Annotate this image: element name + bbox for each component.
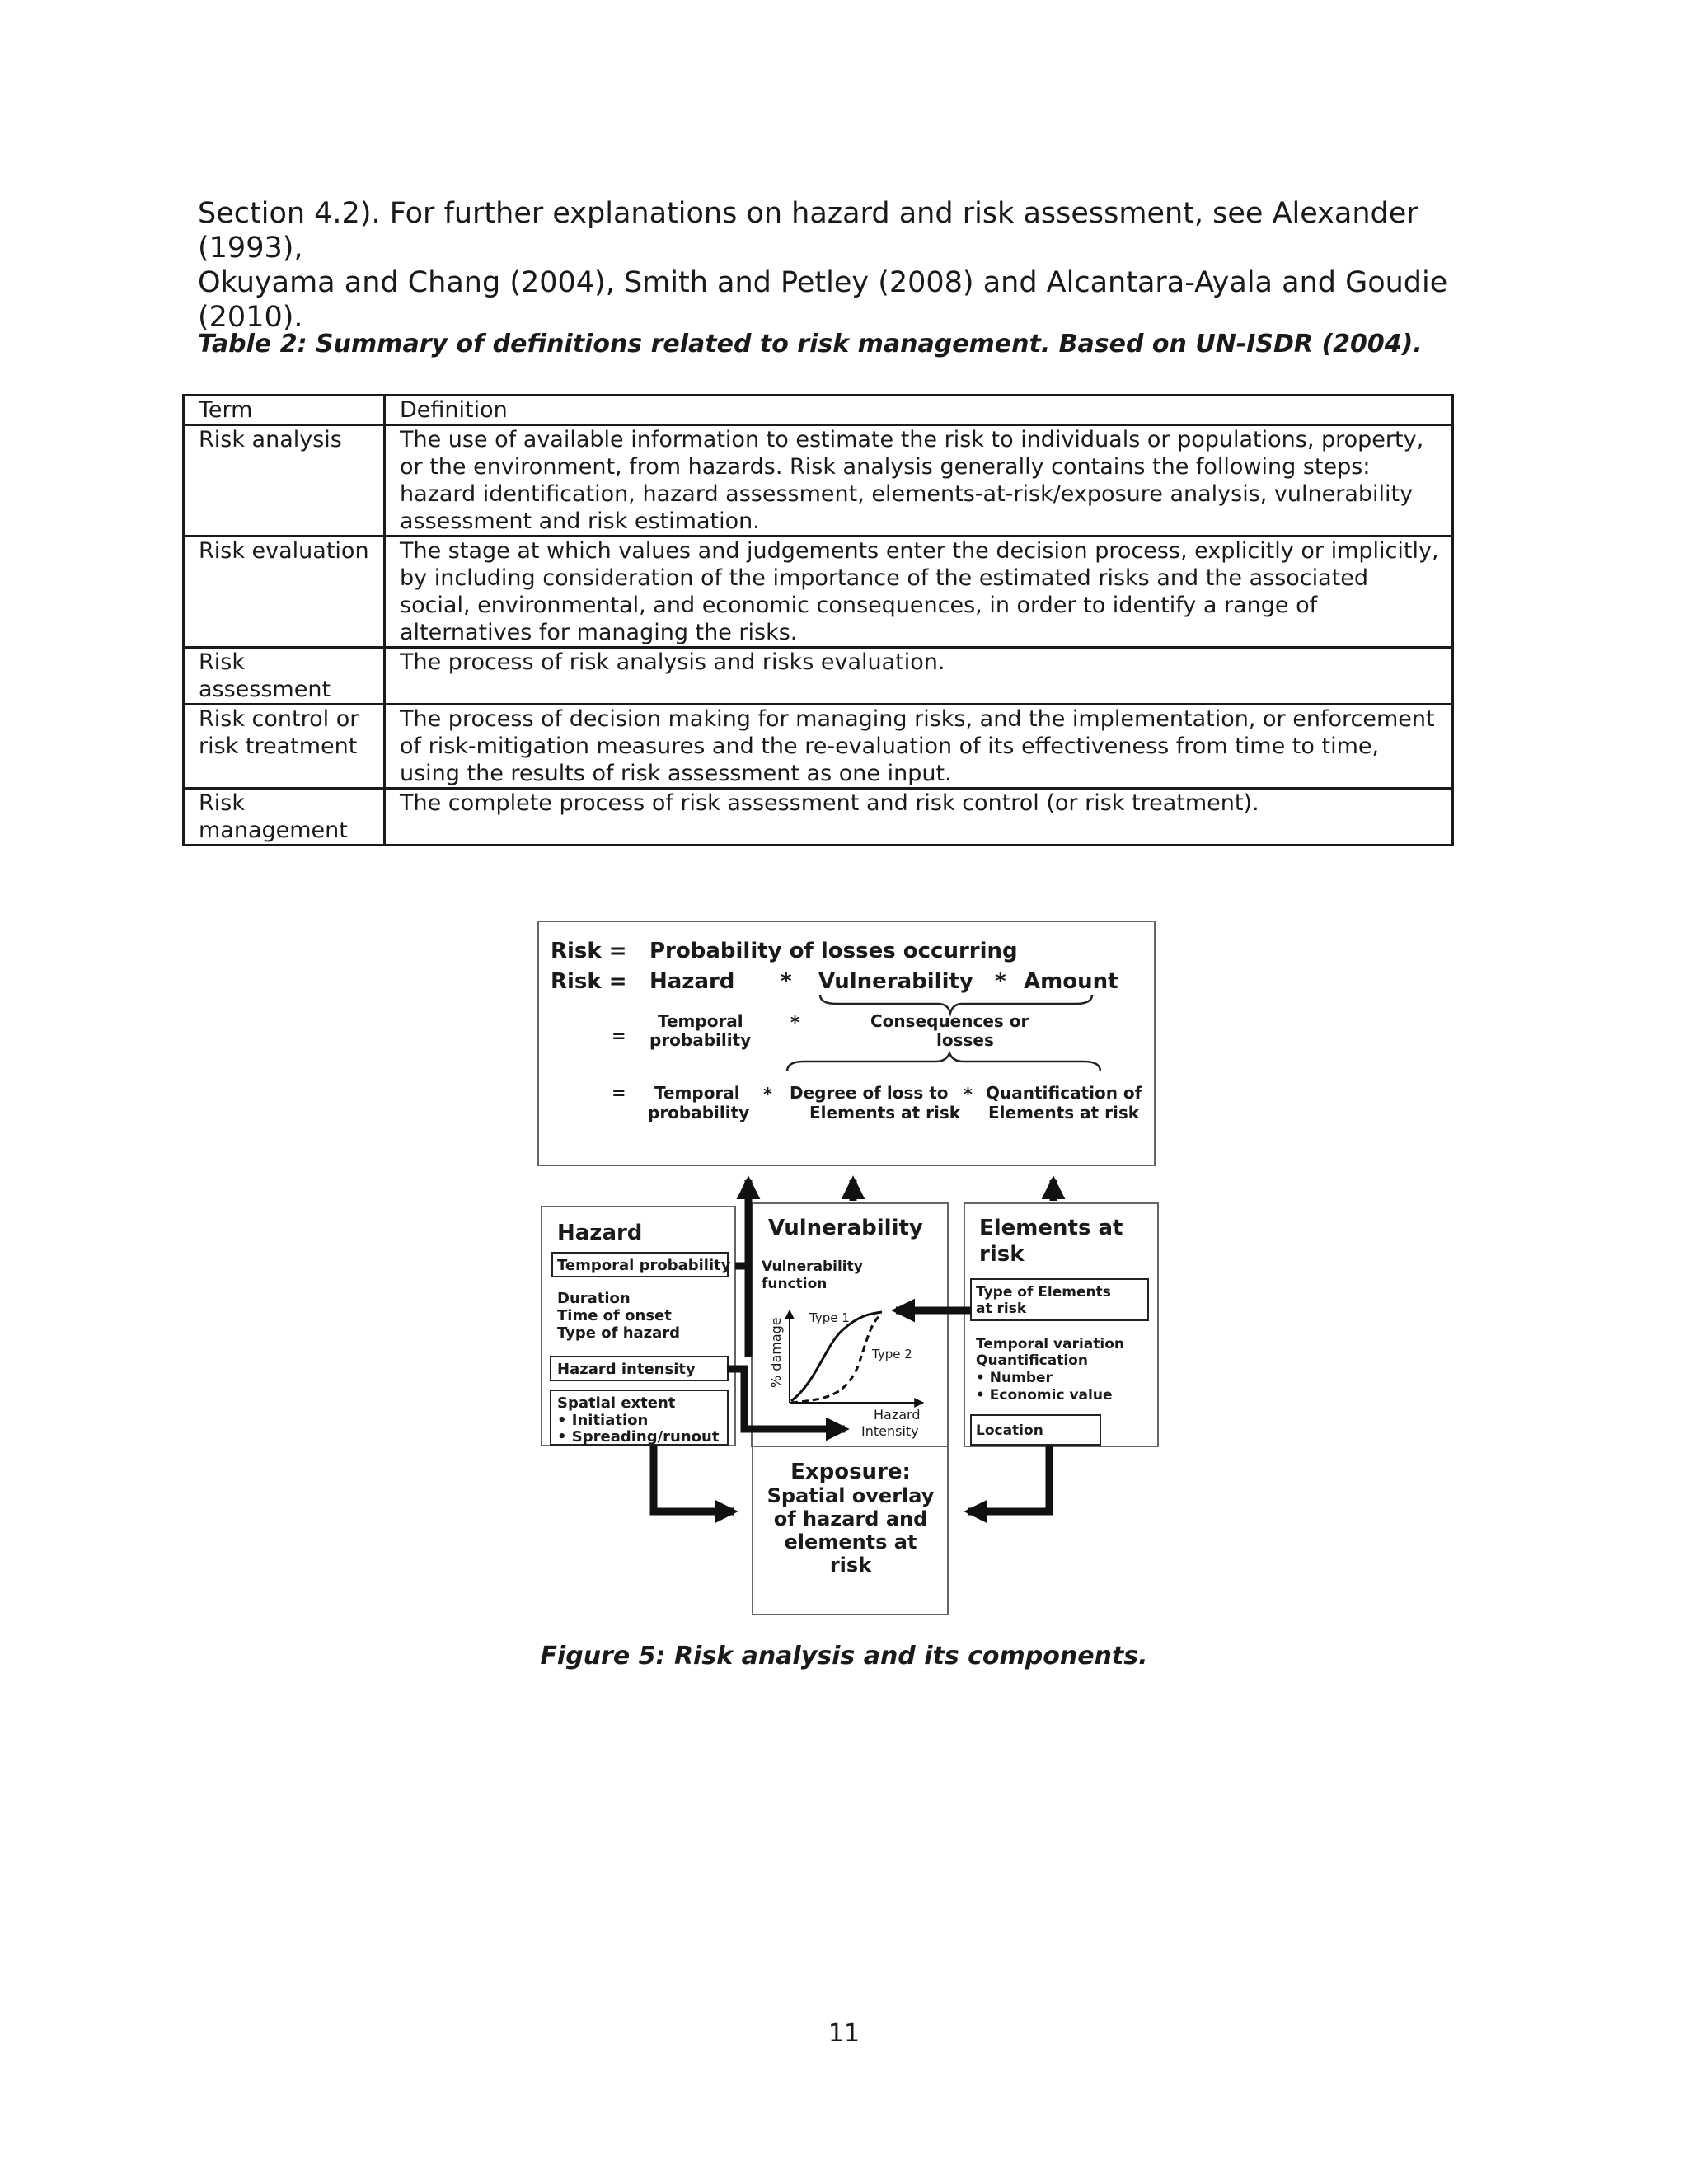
figure-caption: Figure 5: Risk analysis and its components.	[540, 1642, 1148, 1671]
vulnerability-term: Vulnerability	[818, 969, 973, 994]
elements-title-1: Elements at	[979, 1216, 1123, 1240]
exposure-line-4: elements at	[784, 1530, 917, 1554]
term-cell: Risk control or risk treatment	[184, 705, 385, 789]
spreading-runout: • Spreading/runout	[557, 1428, 720, 1446]
type-of-hazard: Type of hazard	[557, 1324, 681, 1342]
star-1: *	[781, 969, 792, 994]
definition-cell: The complete process of risk assessment and risk control (or risk treatment).	[385, 789, 1453, 846]
amount-term: Amount	[1024, 969, 1118, 994]
table-row	[184, 789, 1453, 846]
vulnerability-function-2: function	[762, 1276, 828, 1292]
header-definition: Definition	[385, 396, 1453, 425]
temporal-probability: Temporal probability	[557, 1257, 731, 1274]
duration: Duration	[557, 1290, 631, 1307]
time-of-onset: Time of onset	[557, 1307, 672, 1324]
probability-of-losses: Probability of losses occurring	[649, 939, 1018, 963]
hazard-title: Hazard	[557, 1221, 643, 1245]
term-cell: Risk management	[184, 789, 385, 846]
definition-cell: The process of decision making for managing risks, and the implementation, or enforcement of risk-mitigation measures and the re-evaluation of its effectiveness from time to time, using the results of risk assessment as one input.	[385, 705, 1453, 789]
intro-line-2: Okuyama and Chang (2004), Smith and Petley (2008) and Alcantara-Ayala and Goudie (2010).	[198, 266, 1448, 334]
probability-1: probability	[649, 1030, 752, 1050]
elements-at-risk-1: Elements at risk	[809, 1103, 961, 1122]
exposure-line-3: of hazard and	[773, 1507, 928, 1530]
table-row	[184, 425, 1453, 537]
star-3: *	[790, 1013, 799, 1033]
intro-paragraph	[198, 196, 1517, 335]
definitions-table	[182, 394, 1454, 846]
star-4: *	[763, 1085, 772, 1104]
page-number: 11	[828, 2019, 860, 2048]
degree-of-loss: Degree of loss to	[790, 1083, 949, 1103]
elements-at-risk-2: Elements at risk	[988, 1103, 1140, 1122]
vulnerability-title: Vulnerability	[768, 1216, 923, 1240]
quantification: Quantification	[976, 1352, 1088, 1369]
type-of-elements-2: at risk	[976, 1301, 1027, 1317]
losses: losses	[936, 1030, 994, 1050]
table-row	[184, 648, 1453, 705]
risk-analysis-figure	[536, 916, 1162, 1617]
elements-title-2: risk	[979, 1242, 1025, 1267]
exposure-line-2: Spatial overlay	[767, 1484, 935, 1507]
number-item: • Number	[976, 1370, 1053, 1386]
hazard-intensity: Hazard intensity	[557, 1361, 696, 1378]
exposure-line-1: Exposure:	[790, 1460, 911, 1484]
type-of-elements-1: Type of Elements	[976, 1284, 1111, 1301]
temporal-variation: Temporal variation	[976, 1336, 1125, 1352]
term-cell: Risk analysis	[184, 425, 385, 537]
consequences-or: Consequences or	[870, 1011, 1029, 1031]
term-cell: Risk assessment	[184, 648, 385, 705]
table-row	[184, 537, 1453, 648]
equals-1: =	[612, 1026, 626, 1046]
risk-label-2: Risk =	[551, 969, 627, 994]
type-1-label: Type 1	[809, 1310, 850, 1325]
definition-cell: The stage at which values and judgements enter the decision process, explicitly or implicitly, by including consideration of the importance of the estimated risks and the associated social, environmental, and economic consequences, in order to identify a range of alternatives for managing the risks.	[385, 537, 1453, 648]
exposure-line-5: risk	[829, 1554, 872, 1577]
star-2: *	[995, 969, 1006, 994]
vulnerability-function-1: Vulnerability	[762, 1258, 863, 1275]
spatial-extent: Spatial extent	[557, 1394, 676, 1412]
x-axis-label-1: Hazard	[874, 1407, 921, 1422]
term-cell: Risk evaluation	[184, 537, 385, 648]
probability-2: probability	[648, 1103, 750, 1122]
table-caption: Table 2: Summary of definitions related to risk management. Based on UN-ISDR (2004).	[198, 330, 1423, 359]
arrow-hazard-to-exposure	[654, 1446, 734, 1511]
type-2-label: Type 2	[872, 1347, 912, 1361]
arrow-elements-to-exposure	[968, 1446, 1049, 1511]
initiation: • Initiation	[557, 1412, 649, 1429]
location: Location	[976, 1422, 1043, 1439]
economic-value-item: • Economic value	[976, 1387, 1113, 1404]
table-header-row	[184, 396, 1453, 425]
risk-label-1: Risk =	[551, 939, 627, 963]
quantification-of: Quantification of	[986, 1083, 1142, 1103]
definition-cell: The process of risk analysis and risks evaluation.	[385, 648, 1453, 705]
temporal-2: Temporal	[654, 1083, 740, 1103]
table-row	[184, 705, 1453, 789]
definition-cell: The use of available information to estimate the risk to individuals or populations, property, or the environment, from hazards. Risk analysis generally contains the following steps: hazard identification, hazard assessment, elements-at-risk/exposure analysis, vulnerability assessment and risk estimation.	[385, 425, 1453, 537]
x-axis-label-2: Intensity	[861, 1423, 919, 1439]
star-5: *	[964, 1085, 973, 1104]
temporal-1: Temporal	[658, 1011, 743, 1031]
y-axis-label: % damage	[768, 1317, 784, 1388]
equals-2: =	[612, 1083, 626, 1103]
hazard-term: Hazard	[649, 969, 735, 994]
header-term: Term	[184, 396, 385, 425]
intro-line-1: Section 4.2). For further explanations on hazard and risk assessment, see Alexander (1993),	[198, 197, 1418, 265]
